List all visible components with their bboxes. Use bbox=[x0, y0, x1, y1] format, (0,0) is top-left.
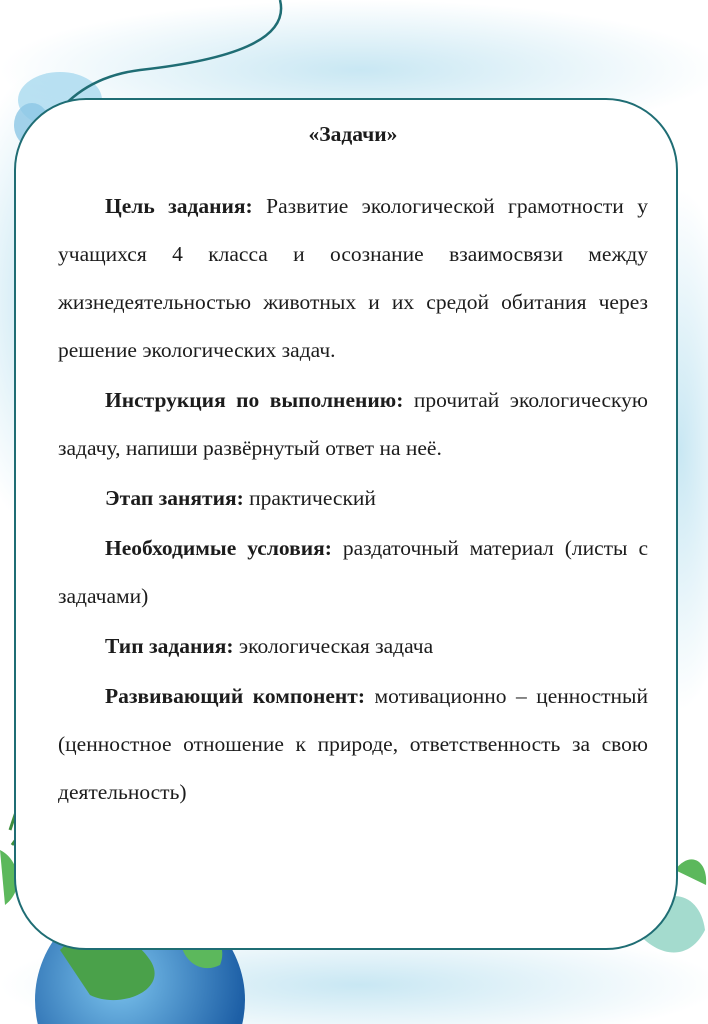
paragraph-text: раздаточный материал (листы с задачами) bbox=[58, 536, 648, 608]
paragraph-text: мотивационно – ценностный (ценностное отношение к природе, ответственность за свою деятельность) bbox=[58, 684, 648, 804]
paragraph-instruction bbox=[58, 376, 648, 472]
paragraph-label: Тип задания: bbox=[105, 634, 234, 658]
paragraph-text: прочитай экологическую задачу, напиши развёрнутый ответ на неё. bbox=[58, 388, 648, 460]
paragraph-label: Цель задания: bbox=[105, 194, 253, 218]
paragraph-label: Необходимые условия: bbox=[105, 536, 332, 560]
paragraph-label: Этап занятия: bbox=[105, 486, 244, 510]
page-title: «Задачи» bbox=[308, 122, 398, 146]
paragraph-conditions bbox=[58, 524, 648, 620]
paragraph-text: экологическая задача bbox=[233, 634, 434, 658]
paragraph-component bbox=[58, 672, 648, 816]
paragraph-label: Инструкция по выполнению: bbox=[105, 388, 404, 412]
paragraph-text: Развитие экологической грамотности у учащихся 4 класса и осознание взаимосвязи между жизнедеятельностью животных и их средой обитания через решение экологических задач. bbox=[58, 194, 648, 362]
paragraph-stage bbox=[58, 474, 648, 522]
document-content bbox=[58, 114, 648, 818]
paragraph-type bbox=[58, 622, 648, 670]
paragraph-text: практический bbox=[243, 486, 376, 510]
paragraph-goal bbox=[58, 182, 648, 374]
paragraph-label: Развивающий компонент: bbox=[105, 684, 366, 708]
